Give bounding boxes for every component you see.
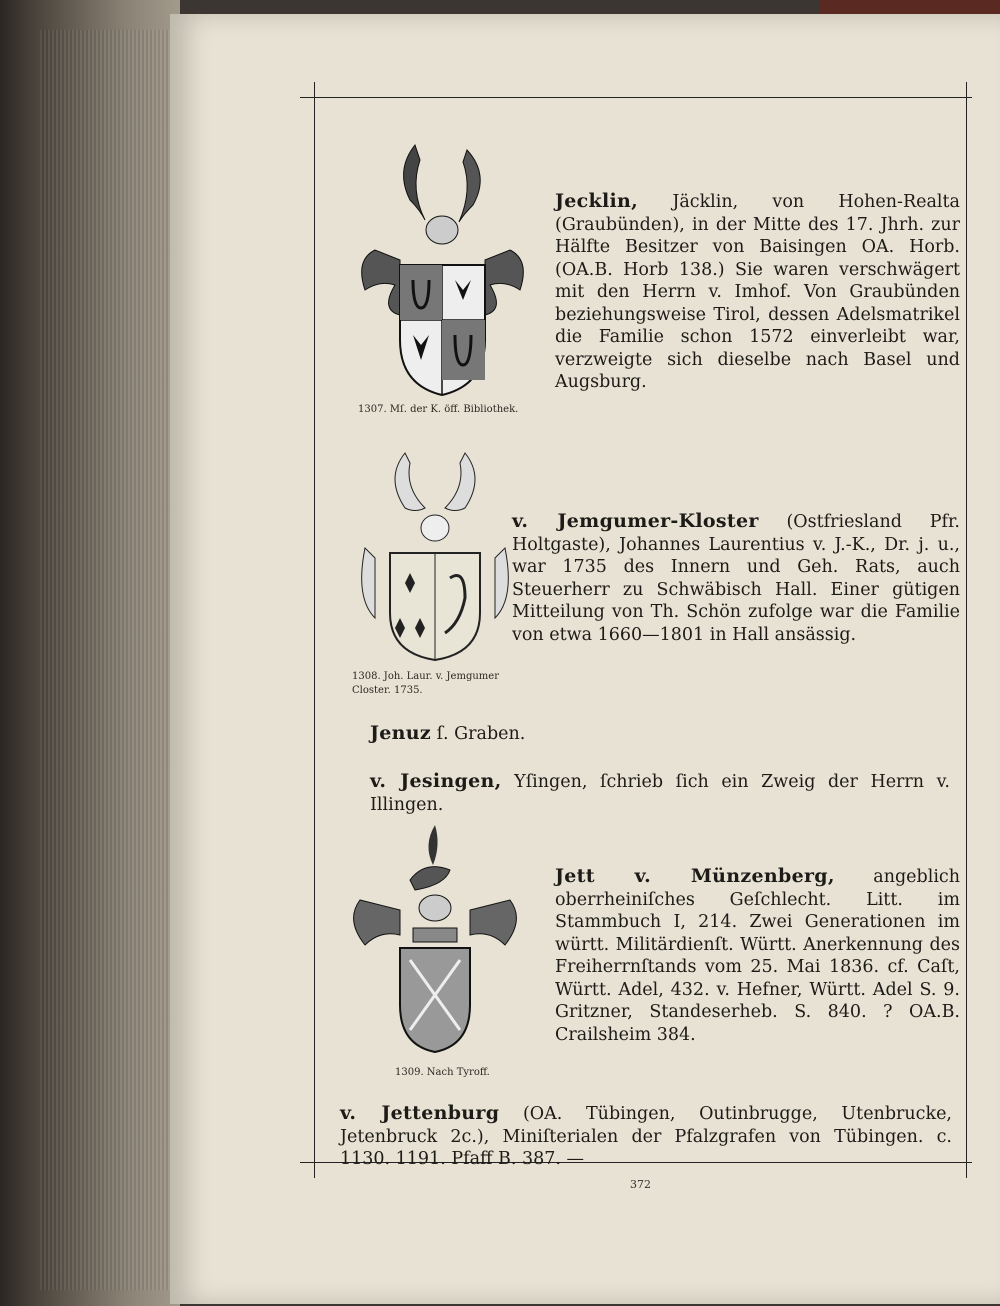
caption-1308: 1308. Joh. Laur. v. Jemgumer Closter. 1735. — [352, 671, 499, 696]
entry-jecklin — [555, 190, 960, 394]
entry-heading: Jett v. Münzenberg, — [555, 865, 835, 887]
frame-line-top — [300, 97, 972, 98]
coat-of-arms-1308 — [355, 448, 515, 668]
book-page-edges — [0, 0, 180, 1306]
entry-heading: v. Jesingen, — [370, 770, 502, 792]
caption-1309: 1309. Nach Tyroff. — [395, 1067, 490, 1078]
frame-line-right — [966, 82, 967, 1178]
entry-jenuz — [370, 722, 790, 746]
entry-heading: v. Jettenburg — [340, 1102, 500, 1124]
entry-body: Yſingen, ſchrieb ſich ein Zweig der Herrn v. Illingen. — [370, 772, 950, 815]
entry-body: (OA. Tübingen, Outinbrugge, Utenbrucke, Jetenbruck 2c.), Miniſterialen der Pfalzgrafen von Tübingen. c. 1130. 1191. Pfaff B. 387. — — [340, 1104, 952, 1169]
page-number: 372 — [630, 1178, 651, 1191]
book-cover-strip — [820, 0, 1000, 14]
edge-lines — [40, 30, 180, 1290]
frame-line-left — [314, 82, 315, 1178]
entry-body: Jäcklin, von Hohen-Realta (Graubünden), in der Mitte des 17. Jhrh. zur Hälfte Besitzer von Baisingen OA. Horb. (OA.B. Horb 138.) Sie waren verschwägert mit den Herrn v. Imhof. Von Graubünden beziehungsweise Tirol, dessen Adelsmatrikel die Familie schon 1572 einverleibt war, verzweigte sich dieselbe nach Basel und Augsburg. — [555, 192, 960, 392]
entry-body: (Ostfriesland Pfr. Holtgaste), Johannes Laurentius v. J.-K., Dr. j. u., war 1735 des Innern und Geh. Rats, auch Steuerherr zu Schwäbisch Hall. Einer gütigen Mitteilung von Th. Schön zufolge war die Familie von etwa 1660—1801 in Hall ansässig. — [512, 512, 960, 645]
coat-of-arms-1307 — [355, 140, 530, 400]
entry-jemgumer — [512, 510, 960, 646]
coat-of-arms-1309 — [345, 820, 525, 1065]
entry-jettenburg — [340, 1102, 952, 1171]
entry-body: angeblich oberrheiniſches Geſchlecht. Litt. im Stammbuch I, 214. Zwei Generationen im württ. Militärdienſt. Württ. Anerkennung des Freiherrnſtands vom 25. Mai 1836. cf. Caſt, Württ. Adel, 432. v. Hefner, Württ. Adel S. 9. Gritzner, Standeserheb. S. 840. ? OA.B. Crailsheim 384. — [555, 867, 960, 1045]
entry-heading: Jenuz — [370, 722, 431, 744]
entry-body: ſ. Graben. — [431, 724, 526, 744]
entry-heading: v. Jemgumer-Kloster — [512, 510, 759, 532]
entry-jett — [555, 865, 960, 1046]
entry-jesingen — [370, 770, 950, 816]
caption-1307: 1307. Mſ. der K. öff. Bibliothek. — [358, 404, 519, 415]
entry-heading: Jecklin, — [555, 190, 639, 212]
